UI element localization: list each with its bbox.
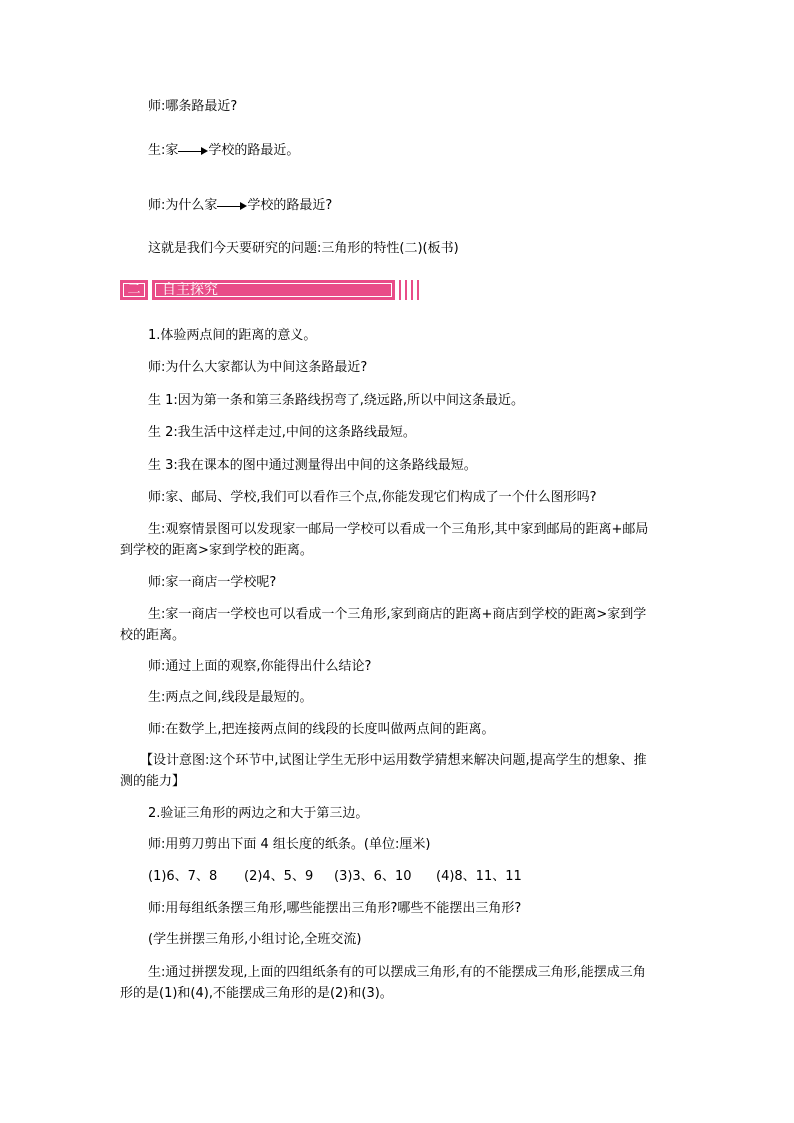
- strip-group-4: (4)8、11、11: [436, 869, 522, 884]
- paragraph: 1.体验两点间的距离的意义。: [148, 328, 317, 343]
- teacher-question-shortest: 师:哪条路最近?: [148, 99, 238, 114]
- paragraph: (学生拼摆三角形,小组讨论,全班交流): [148, 932, 362, 947]
- decorative-stripe: [399, 280, 401, 300]
- section-number: 二: [127, 282, 141, 297]
- answer-prefix: 生:家: [148, 143, 179, 158]
- paragraph: 师:用剪刀剪出下面 4 组长度的纸条。(单位:厘米): [148, 837, 431, 852]
- strip-group-2: (2)4、5、9: [244, 869, 314, 884]
- design-intent-note: 【设计意图:这个环节中,试图让学生无形中运用数学猜想来解决问题,提高学生的想象、推测的能力】: [120, 753, 647, 789]
- lesson-topic: 这就是我们今天要研究的问题:三角形的特性(二)(板书): [148, 241, 459, 256]
- why-prefix: 师:为什么家: [148, 198, 218, 213]
- section-title-box: [152, 280, 395, 300]
- arrow-icon: [178, 146, 208, 156]
- answer-suffix: 学校的路最近。: [208, 143, 300, 158]
- paragraph: 师:家一商店一学校呢?: [148, 575, 277, 590]
- strip-group-1: (1)6、7、8: [148, 869, 218, 884]
- paragraph: 生:两点之间,线段是最短的。: [148, 690, 313, 705]
- paragraph: 师:用每组纸条摆三角形,哪些能摆出三角形?哪些不能摆出三角形?: [148, 901, 522, 916]
- paragraph: 师:通过上面的观察,你能得出什么结论?: [148, 659, 372, 674]
- paragraph: 生 2:我生活中这样走过,中间的这条路线最短。: [148, 425, 416, 440]
- section-title: 自主探究: [162, 282, 218, 298]
- paragraph: 师:家、邮局、学校,我们可以看作三个点,你能发现它们构成了一个什么图形吗?: [148, 490, 597, 505]
- decorative-stripe: [411, 280, 413, 300]
- paragraph: 师:在数学上,把连接两点间的线段的长度叫做两点间的距离。: [148, 722, 495, 737]
- paragraph: 生:通过拼摆发现,上面的四组纸条有的可以摆成三角形,有的不能摆成三角形,能摆成三角形的是(1)和(4),不能摆成三角形的是(2)和(3)。: [120, 965, 646, 1001]
- paragraph: 2.验证三角形的两边之和大于第三边。: [148, 806, 369, 821]
- paragraph: 生 1:因为第一条和第三条路线拐弯了,绕远路,所以中间这条最近。: [148, 393, 525, 408]
- decorative-stripe: [417, 280, 419, 300]
- student-answer-shortest: [148, 140, 299, 162]
- section-number-badge: [120, 280, 148, 300]
- paragraph: 师:为什么大家都认为中间这条路最近?: [148, 360, 368, 375]
- section-header: [120, 280, 302, 300]
- why-suffix: 学校的路最近?: [247, 198, 333, 213]
- strip-group-3: (3)3、6、10: [334, 869, 412, 884]
- paragraph: 生 3:我在课本的图中通过测量得出中间的这条路线最短。: [148, 458, 477, 473]
- teacher-question-why: [148, 195, 332, 217]
- paragraph: 生:观察情景图可以发现家一邮局一学校可以看成一个三角形,其中家到邮局的距离+邮局到学校的距离>家到学校的距离。: [120, 522, 649, 558]
- arrow-icon: [217, 201, 247, 211]
- paragraph: 生:家一商店一学校也可以看成一个三角形,家到商店的距离+商店到学校的距离>家到学校的距离。: [120, 607, 647, 643]
- decorative-stripe: [405, 280, 407, 300]
